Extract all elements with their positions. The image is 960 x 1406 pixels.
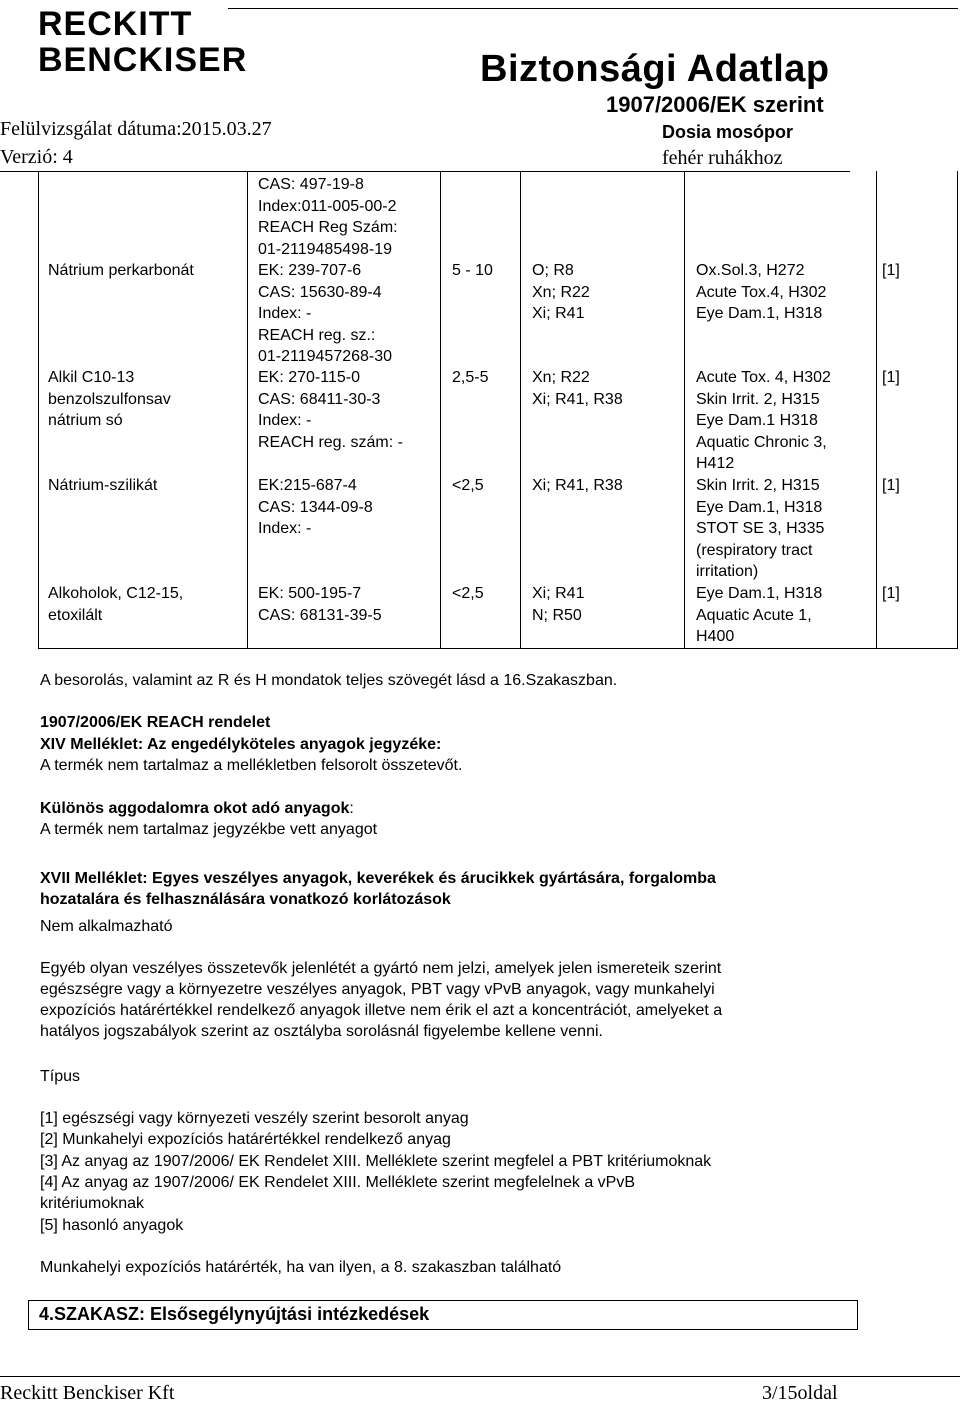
table-cell-clp: Eye Dam.1, H318 Aquatic Acute 1, H400 [696,585,823,645]
svhc-heading [40,798,354,819]
footer-company: Reckitt Benckiser Kft [0,1382,175,1404]
type-item: [5] hasonló anyagok [40,1217,184,1234]
table-cell-ids: EK:215-687-4 CAS: 1344-09-8 Index: - [258,477,373,537]
type-item: kritériumoknak [40,1195,145,1212]
table-cell-clp: Skin Irrit. 2, H315 Eye Dam.1, H318 STOT SE 3, H335 (respiratory tract irritation) [696,477,825,580]
annex17-text: Nem alkalmazható [40,918,173,935]
top-rule [228,8,958,9]
footer-rule [0,1376,960,1377]
svhc-colon: : [349,800,354,817]
document-title: Biztonsági Adatlap [480,48,830,90]
logo-line-1: RECKITT [38,5,193,43]
table-cell-name: Alkil C10-13 benzolszulfonsav nátrium só [48,369,171,429]
table-column-divider [247,171,248,649]
table-cell-classification-67: O; R8 Xn; R22 Xi; R41 [532,262,590,322]
type-heading: Típus [40,1068,81,1085]
table-cell-ids: CAS: 497-19-8 Index:011-005-00-2 REACH Reg Szám: 01-2119485498-19 [258,176,398,258]
annex17-title-line-1: XVII Melléklet: Egyes veszélyes anyagok, keverékek és árucikkek gyártására, forgalomba [40,870,716,887]
type-item: [4] Az anyag az 1907/2006/ EK Rendelet XIII. Melléklete szerint megfelelnek a vPvB [40,1174,636,1191]
type-item: [3] Az anyag az 1907/2006/ EK Rendelet XIII. Melléklete szerint megfelel a PBT kritériumoknak [40,1153,712,1170]
table-column-divider [684,171,685,649]
table-cell-name: Nátrium perkarbonát [48,262,194,279]
page-number: 3/15oldal [762,1382,838,1404]
version-label: Verzió: 4 [0,146,73,168]
annex14-text: A termék nem tartalmaz a mellékletben felsorolt összetevőt. [40,757,463,774]
table-cell-concentration: <2,5 [452,585,484,602]
table-cell-ids: EK: 500-195-7 CAS: 68131-39-5 [258,585,382,624]
table-cell-name: Nátrium-szilikát [48,477,158,494]
review-date: Felülvizsgálat dátuma:2015.03.27 [0,118,272,140]
reach-title: 1907/2006/EK REACH rendelet [40,714,271,731]
table-cell-ids: EK: 239-707-6 CAS: 15630-89-4 Index: - REACH reg. sz.: 01-2119457268-30 [258,262,393,365]
table-cell-classification-67: Xi; R41, R38 [532,477,623,494]
company-logo [38,5,248,86]
table-cell-type: [1] [882,585,900,602]
table-cell-type: [1] [882,477,900,494]
product-name: Dosia mosópor [662,122,794,142]
table-cell-clp: Ox.Sol.3, H272 Acute Tox.4, H302 Eye Dam.1, H318 [696,262,827,322]
table-column-divider [520,171,521,649]
type-item: [2] Munkahelyi expozíciós határértékkel rendelkező anyag [40,1131,451,1148]
svhc-text: A termék nem tartalmaz jegyzékbe vett anyagot [40,821,378,838]
product-subtitle: fehér ruhákhoz [662,147,783,169]
other-hazards-line: egészségre vagy a környezetre veszélyes anyagok, PBT vagy vPvB anyagok, vagy munkahelyi [40,981,715,998]
table-column-divider [440,171,441,649]
svhc-title: Különös aggodalomra okot adó anyagok [40,800,350,817]
type-item: [1] egészségi vagy környezeti veszély szerint besorolt anyag [40,1110,469,1127]
table-cell-type: [1] [882,369,900,386]
table-cell-type: [1] [882,262,900,279]
annex14-title: XIV Melléklet: Az engedélyköteles anyagok jegyzéke: [40,736,442,753]
other-hazards-line: hatályos jogszabályok szerint az osztályba sorolásnál figyelembe kellene venni. [40,1023,603,1040]
table-column-divider [876,171,877,649]
other-hazards-line: Egyéb olyan veszélyes összetevők jelenlétét a gyártó nem jelzi, amelyek jelen ismereteik szerint [40,960,722,977]
table-cell-concentration: 2,5-5 [452,369,489,386]
exposure-note: Munkahelyi expozíciós határérték, ha van ilyen, a 8. szakaszban található [40,1259,562,1276]
table-cell-classification-67: Xn; R22 Xi; R41, R38 [532,369,623,408]
table-cell-concentration: <2,5 [452,477,484,494]
table-cell-concentration: 5 - 10 [452,262,493,279]
other-hazards-line: expozíciós határértékkel rendelkező anyagok illetve nem érik el azt a koncentrációt, amelyeket a [40,1002,723,1019]
annex17-title-line-2: hozatalára és felhasználására vonatkozó korlátozások [40,891,451,908]
regulation-reference: 1907/2006/EK szerint [606,92,824,117]
table-cell-name: Alkoholok, C12-15, etoxilált [48,585,184,624]
classification-note: A besorolás, valamint az R és H mondatok teljes szövegét lásd a 16.Szakaszban. [40,672,618,689]
section4-title: 4.SZAKASZ: Elsősegélynyújtási intézkedések [39,1304,430,1324]
table-cell-clp: Acute Tox. 4, H302 Skin Irrit. 2, H315 Eye Dam.1 H318 Aquatic Chronic 3, H412 [696,369,831,472]
table-cell-ids: EK: 270-115-0 CAS: 68411-30-3 Index: - REACH reg. szám: - [258,369,403,451]
section4-heading-box [28,1300,858,1330]
logo-line-2: BENCKISER [38,41,248,79]
table-cell-classification-67: Xi; R41 N; R50 [532,585,585,624]
